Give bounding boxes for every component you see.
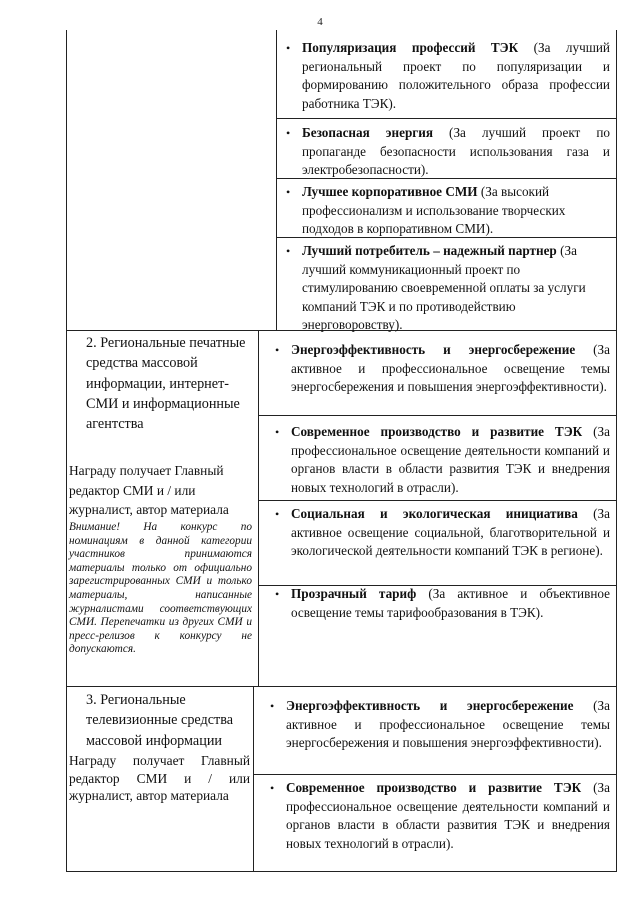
nomination-item	[302, 242, 610, 335]
nomination-description: (За профессиональное освещение деятельности компаний и органов власти в области развития ТЭК и внедрения новых технологий в отрасли).	[291, 424, 610, 495]
bullet-icon: •	[275, 587, 280, 601]
nomination-item	[286, 697, 610, 753]
nomination-item	[291, 585, 610, 622]
table-border-right	[616, 30, 617, 872]
table-row-divider	[66, 686, 617, 687]
nomination-description: (За активное и профессиональное освещение темы энергосбережения и повышения энергоэффективности).	[286, 698, 610, 751]
nomination-description: (За лучший коммуникационный проект по стимулированию своевременной оплаты за услуги компаний ТЭК и по противодействию энерговоровству).	[302, 243, 586, 333]
table-column-divider	[258, 330, 259, 686]
nomination-title: Лучший потребитель – надежный партнер	[302, 243, 557, 258]
bullet-icon: •	[275, 343, 280, 357]
page-number: 4	[317, 16, 323, 28]
attention-note: Внимание! На конкурс по номинациям в данной категории участников принимаются материалы только от официально зарегистрированных СМИ и только материалы, написанные журналистами соответствующих СМИ. Перепечатки из других СМИ и пресс-релизов к конкурсу не допускаются.	[69, 521, 252, 656]
bullet-icon: •	[286, 244, 291, 258]
item-divider	[258, 500, 617, 501]
award-recipient-note: Награду получает Главный редактор СМИ и / или журналист, автор материала	[69, 753, 250, 803]
nomination-item	[302, 124, 610, 180]
nomination-description: (За высокий профессионализм и использование творческих подходов в корпоративном СМИ).	[302, 184, 566, 237]
item-divider	[276, 118, 617, 119]
item-divider	[258, 415, 617, 416]
bullet-icon: •	[270, 781, 275, 795]
bullet-icon: •	[286, 126, 291, 140]
nomination-description: (За активное и профессиональное освещение темы энергосбережения и повышения энергоэффективности).	[291, 342, 610, 395]
nomination-title: Современное производство и развитие ТЭК	[291, 424, 583, 439]
category-title: 3. Региональные телевизионные средства массовой информации	[86, 692, 234, 749]
nomination-title: Безопасная энергия	[302, 125, 434, 140]
table-column-divider	[276, 30, 277, 330]
nomination-description: (За лучший региональный проект по популяризации и формированию положительного образа профессии работника ТЭК).	[302, 40, 610, 111]
nomination-title: Современное производство и развитие ТЭК	[286, 780, 582, 795]
nomination-item	[291, 505, 610, 561]
bullet-icon: •	[286, 185, 291, 199]
bullet-icon: •	[270, 699, 275, 713]
nomination-title: Социальная и экологическая инициатива	[291, 506, 578, 521]
nomination-item	[286, 779, 610, 853]
category-title: 2. Региональные печатные средства массовой информации, интернет-СМИ и информационные агентства	[86, 335, 246, 433]
item-divider	[253, 774, 617, 775]
bullet-icon: •	[275, 507, 280, 521]
nomination-description: (За профессиональное освещение деятельности компаний и органов власти в области развития ТЭК и внедрения новых технологий в отрасли).	[286, 780, 610, 851]
nomination-title: Популяризация профессий ТЭК	[302, 40, 519, 55]
nomination-item	[291, 341, 610, 397]
nomination-description: (За лучший проект по пропаганде безопасности использования газа и электробезопасности).	[302, 125, 610, 178]
nomination-description: (За активное и объективное освещение темы тарифообразования в ТЭК).	[291, 586, 610, 620]
nomination-title: Энергоэффективность и энергосбережение	[286, 698, 574, 713]
nomination-title: Прозрачный тариф	[291, 586, 417, 601]
nomination-title: Лучшее корпоративное СМИ	[302, 184, 478, 199]
bullet-icon: •	[286, 41, 291, 55]
table-border-bottom	[66, 871, 617, 872]
nomination-item	[302, 183, 610, 239]
nomination-title: Энергоэффективность и энергосбережение	[291, 342, 576, 357]
nomination-item	[302, 39, 610, 113]
table-column-divider	[253, 686, 254, 872]
nomination-description: (За активное освещение социальной, благотворительной и экологической деятельности компаний ТЭК в регионе).	[291, 506, 610, 559]
bullet-icon: •	[275, 425, 280, 439]
nomination-item	[291, 423, 610, 497]
award-recipient-note: Награду получает Главный редактор СМИ и / или журналист, автор материала	[69, 463, 229, 517]
table-border-left	[66, 30, 67, 872]
